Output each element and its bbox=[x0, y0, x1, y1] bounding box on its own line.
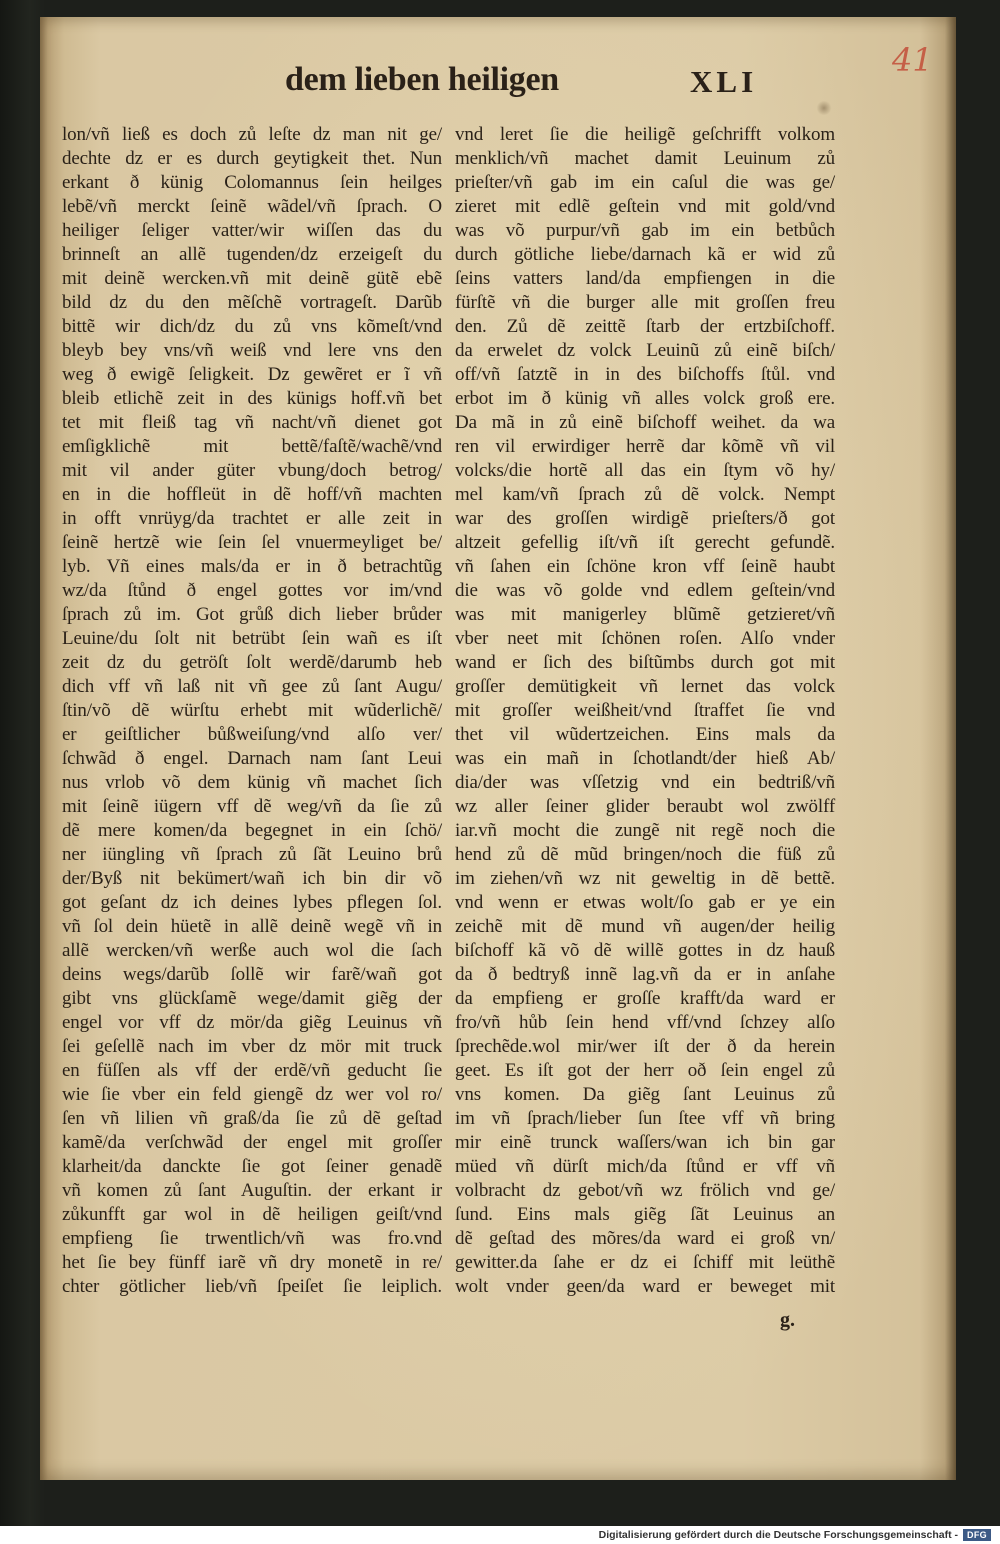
text-line: erkant ð künig Colomannus ſein heilges bbox=[62, 172, 442, 193]
text-line: heiliger ſeliger vatter/wir wiſſen das du bbox=[62, 220, 442, 241]
text-line: allẽ wercken/vñ werße auch wol die ſach bbox=[62, 940, 442, 961]
text-line: vnd wenn er etwas wolt/ſo gab er ye ein bbox=[455, 892, 835, 913]
text-line: vñ ſahen ein ſchöne kron vff ſeinẽ haubt bbox=[455, 556, 835, 577]
text-line: groſſer demütigkeit vñ lernet das volck bbox=[455, 676, 835, 697]
text-line: altzeit gefellig iſt/vñ iſt gerecht gefundẽ. bbox=[455, 532, 835, 553]
text-line: gewitter.da ſahe er dz ei ſchiff mit leüthẽ bbox=[455, 1252, 835, 1273]
text-line: müed vñ dürſt mich/da ſtůnd er vff vñ bbox=[455, 1156, 835, 1177]
text-line: thet vil wũdertzeichen. Eins mals da bbox=[455, 724, 835, 745]
text-line: zeit dz du getröſt ſolt werdẽ/darumb heb bbox=[62, 652, 442, 673]
footer-credit: Digitalisierung gefördert durch die Deutsche Forschungsgemeinschaft - bbox=[598, 1529, 958, 1541]
text-line: biſchoff kã võ dẽ willẽ gottes in dz hauß bbox=[455, 940, 835, 961]
text-line: fro/vñ hůb ſein hend vff/vnd ſchzey alſo bbox=[455, 1012, 835, 1033]
text-line: nus vrlob võ dem künig vñ machet ſich bbox=[62, 772, 442, 793]
text-line: ſeins vatters land/da empfiengen in die bbox=[455, 268, 835, 289]
text-column-right bbox=[455, 123, 835, 1299]
text-line: ſtin/võ dẽ würſtu erhebt mit wũderlichẽ/ bbox=[62, 700, 442, 721]
text-line: en in die hoffleüt in dẽ hoff/vñ machten bbox=[62, 484, 442, 505]
text-line: mit vil ander güter vbung/doch betrog/ bbox=[62, 460, 442, 481]
text-line: erbot im ð künig vñ alles volck groß ere. bbox=[455, 388, 835, 409]
text-line: ſen vñ lilien vñ graß/da ſie zů dẽ geſtad bbox=[62, 1108, 442, 1129]
text-column-left bbox=[62, 123, 442, 1299]
text-line: zieret mit edlẽ geſtein vnd mit gold/vnd bbox=[455, 196, 835, 217]
text-line: brinneſt an allẽ tugenden/dz erzeigeſt du bbox=[62, 244, 442, 265]
book-page bbox=[40, 17, 956, 1480]
text-line: volcks/die hortẽ all das ein ſtym võ hy/ bbox=[455, 460, 835, 481]
text-line: chter götlicher lieb/vñ ſpeiſet ſie leiplich. bbox=[62, 1276, 442, 1297]
text-line: het ſie bey fünff iarẽ vñ dry monetẽ in re/ bbox=[62, 1252, 442, 1273]
running-head: dem lieben heiligen bbox=[285, 61, 559, 98]
text-line: vber neet mit ſchönen roſen. Alſo vnder bbox=[455, 628, 835, 649]
text-line: bild dz du den mẽſchẽ vortrageſt. Darũb bbox=[62, 292, 442, 313]
text-line: ſprechẽde.wol mir/wer iſt der ð da herein bbox=[455, 1036, 835, 1057]
text-line: der/Byß nit bekümert/wañ ich bin dir võ bbox=[62, 868, 442, 889]
text-line: im vñ ſprach/lieber ſun ſtee vff vñ bring bbox=[455, 1108, 835, 1129]
text-line: zeichẽ mit dẽ mund vñ augen/der heilig bbox=[455, 916, 835, 937]
text-line: dechte dz er es durch geytigkeit thet. Nun bbox=[62, 148, 442, 169]
text-line: wz/da ſtůnd ð engel gottes vor im/vnd bbox=[62, 580, 442, 601]
text-line: durch götliche liebe/darnach kã er wid zů bbox=[455, 244, 835, 265]
text-line: klarheit/da danckte ſie got ſeiner genadẽ bbox=[62, 1156, 442, 1177]
text-line: bleyb bey vns/vñ weiß vnd lere vns den bbox=[62, 340, 442, 361]
text-line: er geiſtlicher bůßweiſung/vnd alſo ver/ bbox=[62, 724, 442, 745]
text-line: vns komen. Da giẽg ſant Leuinus zů bbox=[455, 1084, 835, 1105]
text-line: deins wegs/darũb ſollẽ wir farẽ/wañ got bbox=[62, 964, 442, 985]
text-line: vñ ſol dein hüetẽ in allẽ deinẽ wegẽ vñ in bbox=[62, 916, 442, 937]
text-line: da erwelet dz volck Leuinũ zů einẽ biſch/ bbox=[455, 340, 835, 361]
handwritten-page-number: 41 bbox=[892, 41, 933, 79]
text-line: was ein mañ in ſchotlandt/der hieß Ab/ bbox=[455, 748, 835, 769]
text-line: was mit manigerley blũmẽ getzieret/vñ bbox=[455, 604, 835, 625]
text-line: volbracht dz gebot/vñ wz frölich vnd ge/ bbox=[455, 1180, 835, 1201]
text-line: prieſter/vñ gab im ein caſul die was ge/ bbox=[455, 172, 835, 193]
text-line: dẽ mere komen/da begegnet in ein ſchö/ bbox=[62, 820, 442, 841]
text-line: in offt vnrüyg/da trachtet er alle zeit in bbox=[62, 508, 442, 529]
text-line: kamẽ/da verſchwãd der engel mit groſſer bbox=[62, 1132, 442, 1153]
text-line: war des groſſen wirdigẽ prieſters/ð got bbox=[455, 508, 835, 529]
text-line: vñ komen zů ſant Auguſtin. der erkant ir bbox=[62, 1180, 442, 1201]
text-line: bittẽ wir dich/dz du zů vns kõmeſt/vnd bbox=[62, 316, 442, 337]
text-line: die was võ golde vnd edlem geſtein/vnd bbox=[455, 580, 835, 601]
text-line: ſprach zů im. Got grůß dich lieber brůder bbox=[62, 604, 442, 625]
text-line: got geſant dz ich deines lybes pflegen ſol. bbox=[62, 892, 442, 913]
text-line: ſei geſellẽ nach im vber dz mör mit truck bbox=[62, 1036, 442, 1057]
text-line: Leuine/du ſolt nit betrübt ſein wañ es iſt bbox=[62, 628, 442, 649]
text-line: da empfieng er groſſe krafft/da ward er bbox=[455, 988, 835, 1009]
text-line: wand er ſich des biſtũmbs durch got mit bbox=[455, 652, 835, 673]
catchword: g. bbox=[780, 1309, 795, 1331]
text-line: ſeinẽ hertzẽ wie ſein ſel vnuermeyliget be/ bbox=[62, 532, 442, 553]
text-line: hend zů dẽ mũd bringen/noch die füß zů bbox=[455, 844, 835, 865]
text-line: wolt vnder geen/da ward er beweget mit bbox=[455, 1276, 835, 1297]
dfg-logo-icon: DFG bbox=[963, 1529, 991, 1541]
text-line: Da mã in zů einẽ biſchoff weihet. da wa bbox=[455, 412, 835, 433]
text-line: off/vñ ſatztẽ in in des biſchoffs ſtůl. vnd bbox=[455, 364, 835, 385]
text-line: wz aller ſeiner glider beraubt wol zwölff bbox=[455, 796, 835, 817]
text-line: den. Zů dẽ zeittẽ ſtarb der ertzbiſchoff. bbox=[455, 316, 835, 337]
text-line: lebẽ/vñ merckt ſeinẽ wãdel/vñ ſprach. O bbox=[62, 196, 442, 217]
text-line: fürſtẽ vñ die burger alle mit groſſen freu bbox=[455, 292, 835, 313]
text-line: weg ð ewigẽ ſeligkeit. Dz gewẽret er ĩ vñ bbox=[62, 364, 442, 385]
text-line: menklich/vñ machet damit Leuinum zů bbox=[455, 148, 835, 169]
footer-bar bbox=[0, 1526, 1000, 1544]
text-line: emſigklichẽ mit bettẽ/faſtẽ/wachẽ/vnd bbox=[62, 436, 442, 457]
text-line: bleib etlichẽ zeit in des künigs hoff.vñ bet bbox=[62, 388, 442, 409]
text-line: empfieng ſie trwentlich/vñ was fro.vnd bbox=[62, 1228, 442, 1249]
text-line: dich vff vñ laß nit vñ gee zů ſant Augu/ bbox=[62, 676, 442, 697]
text-line: im ziehen/vñ wz nit geweltig in dẽ bettẽ. bbox=[455, 868, 835, 889]
text-line: ſund. Eins mals giẽg ſãt Leuinus an bbox=[455, 1204, 835, 1225]
text-line: tet mit fleiß tag vñ nacht/vñ dienet got bbox=[62, 412, 442, 433]
text-line: mit ſeinẽ iügern vff dẽ weg/vñ da ſie zů bbox=[62, 796, 442, 817]
text-line: mit groſſer weißheit/vnd ſtraffet ſie vnd bbox=[455, 700, 835, 721]
text-line: iar.vñ mocht die zungẽ nit regẽ noch die bbox=[455, 820, 835, 841]
text-line: dia/der was vſſetzig vnd ein bedtriß/vñ bbox=[455, 772, 835, 793]
text-line: lon/vñ ließ es doch zů leſte dz man nit ge/ bbox=[62, 124, 442, 145]
folio-number: XLI bbox=[690, 64, 758, 99]
text-line: ren vil erwirdiger herrẽ dar kõmẽ vñ vil bbox=[455, 436, 835, 457]
text-line: was võ purpur/vñ gab im ein betbůch bbox=[455, 220, 835, 241]
text-line: ſchwãd ð engel. Darnach nam ſant Leui bbox=[62, 748, 442, 769]
text-line: geet. Es iſt got der herr oð ſein engel zů bbox=[455, 1060, 835, 1081]
text-line: lyb. Vñ eines mals/da er in ð betrachtũg bbox=[62, 556, 442, 577]
text-line: dẽ geſtad des mõres/da ward ei groß vn/ bbox=[455, 1228, 835, 1249]
text-line: mel kam/vñ ſprach zů dẽ volck. Nempt bbox=[455, 484, 835, 505]
ink-blot bbox=[816, 101, 832, 115]
text-line: wie ſie vber ein feld giengẽ dz wer vol ro/ bbox=[62, 1084, 442, 1105]
text-line: ner iüngling vñ ſprach zů ſãt Leuino brů bbox=[62, 844, 442, 865]
text-line: engel vor vff dz mör/da giẽg Leuinus vñ bbox=[62, 1012, 442, 1033]
text-line: vnd leret ſie die heiligẽ geſchrifft volkom bbox=[455, 124, 835, 145]
text-line: da ð bedtryß innẽ lag.vñ da er in anſahe bbox=[455, 964, 835, 985]
text-line: en füſſen als vff der erdẽ/vñ geducht ſie bbox=[62, 1060, 442, 1081]
text-line: gibt vns glückſamẽ wege/damit giẽg der bbox=[62, 988, 442, 1009]
text-line: mit deinẽ wercken.vñ mit deinẽ gütẽ ebẽ bbox=[62, 268, 442, 289]
text-line: zůkunfft gar wol in dẽ heiligen geiſt/vnd bbox=[62, 1204, 442, 1225]
text-line: mir einẽ trunck waſſers/wan ich bin gar bbox=[455, 1132, 835, 1153]
